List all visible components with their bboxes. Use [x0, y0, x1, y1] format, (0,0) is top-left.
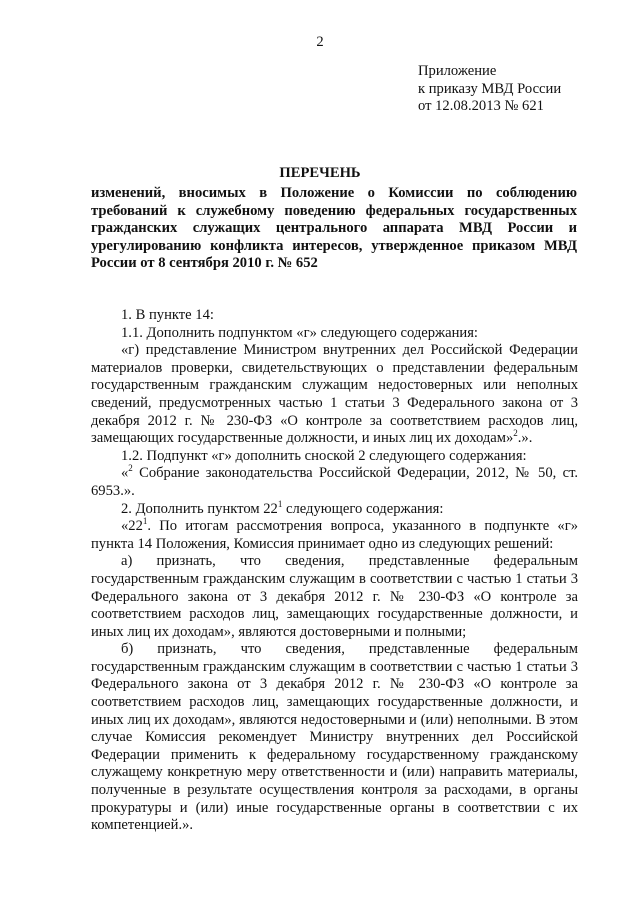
paragraph-5-text: Собрание законодательства Российской Федерации, 2012, № 50, ст. 6953.».	[91, 465, 578, 499]
paragraph-3-end: .».	[517, 430, 533, 447]
document-title: ПЕРЕЧЕНЬ	[279, 165, 361, 181]
paragraph-9: б) признать, что сведения, представленные федеральным государственным гражданским служащим в соответствии с частью 1 статьи 3 Федерального закона от 3 декабря 2012 г. № 230-ФЗ «О контроле за соответствием расходов лиц, замещающих государственные должности, и иных лиц их доходам», являются недостоверными и (или) неполными. В этом случае Комиссия рекомендует Министру внутренних дел Российской Федерации применить к федеральному государственному гражданскому служащему конкретную меру ответственности и (или) направить материалы, полученные в результате осуществления контроля за расходами, в органы прокуратуры и (или) иные государственные органы в соответствии с их компетенцией.».	[91, 641, 578, 834]
paragraph-5-start: «	[121, 465, 129, 482]
footnote-mark: 2	[128, 463, 133, 474]
paragraph-6	[91, 498, 578, 519]
superscript-mark: 1	[142, 516, 148, 527]
paragraph-6-text: 2. Дополнить пунктом 22	[121, 500, 278, 517]
paragraph-8: а) признать, что сведения, представленные федеральным государственным гражданским служащим в соответствии с частью 1 статьи 3 Федерального закона от 3 декабря 2012 г. № 230-ФЗ «О контроле за соответствием расходов лиц, замещающих государственные должности, и иных лиц их доходам», являются достоверными и полными;	[91, 553, 578, 640]
document-subtitle: изменений, вносимых в Положение о Комиссии по соблюдению требований к служебному поведению федеральных государственных гражданских служащих центрального аппарата МВД России и урегулированию конфликта интересов, утвержденное приказом МВД России от 8 сентября 2010 г. № 652	[91, 185, 577, 272]
paragraph-5	[91, 465, 578, 500]
paragraph-4: 1.2. Подпункт «г» дополнить сноской 2 следующего содержания:	[121, 447, 527, 464]
page-number: 2	[316, 34, 324, 50]
paragraph-7	[91, 518, 578, 553]
paragraph-7-text: . По итогам рассмотрения вопроса, указанного в подпункте «г» пункта 14 Положения, Комиссия принимает одно из следующих решений:	[91, 518, 578, 552]
appendix-block	[418, 63, 628, 116]
paragraph-2: 1.1. Дополнить подпунктом «г» следующего содержания:	[121, 324, 478, 341]
superscript-mark: 1	[277, 498, 283, 509]
paragraph-6-end: следующего содержания:	[282, 500, 444, 517]
paragraph-1: 1. В пункте 14:	[121, 307, 214, 323]
footnote-mark: 2	[513, 428, 518, 439]
paragraph-7-start: «22	[121, 518, 143, 535]
document-body	[91, 304, 578, 835]
appendix-line-1: Приложение	[418, 63, 497, 79]
appendix-line-2: к приказу МВД России	[418, 80, 562, 97]
appendix-line-3: от 12.08.2013 № 621	[418, 98, 544, 115]
paragraph-3	[91, 342, 578, 448]
paragraph-3-text: «г) представление Министром внутренних дел Российской Федерации материалов проверки, свидетельствующих о представлении федеральным государственным гражданским служащим недостоверных или неполных сведений, предусмотренных частью 1 статьи 3 Федерального закона от 3 декабря 2012 г. № 230-ФЗ «О контроле за соответствием расходов лиц, замещающих государственные должности, и иных лиц их доходам»	[91, 342, 578, 447]
